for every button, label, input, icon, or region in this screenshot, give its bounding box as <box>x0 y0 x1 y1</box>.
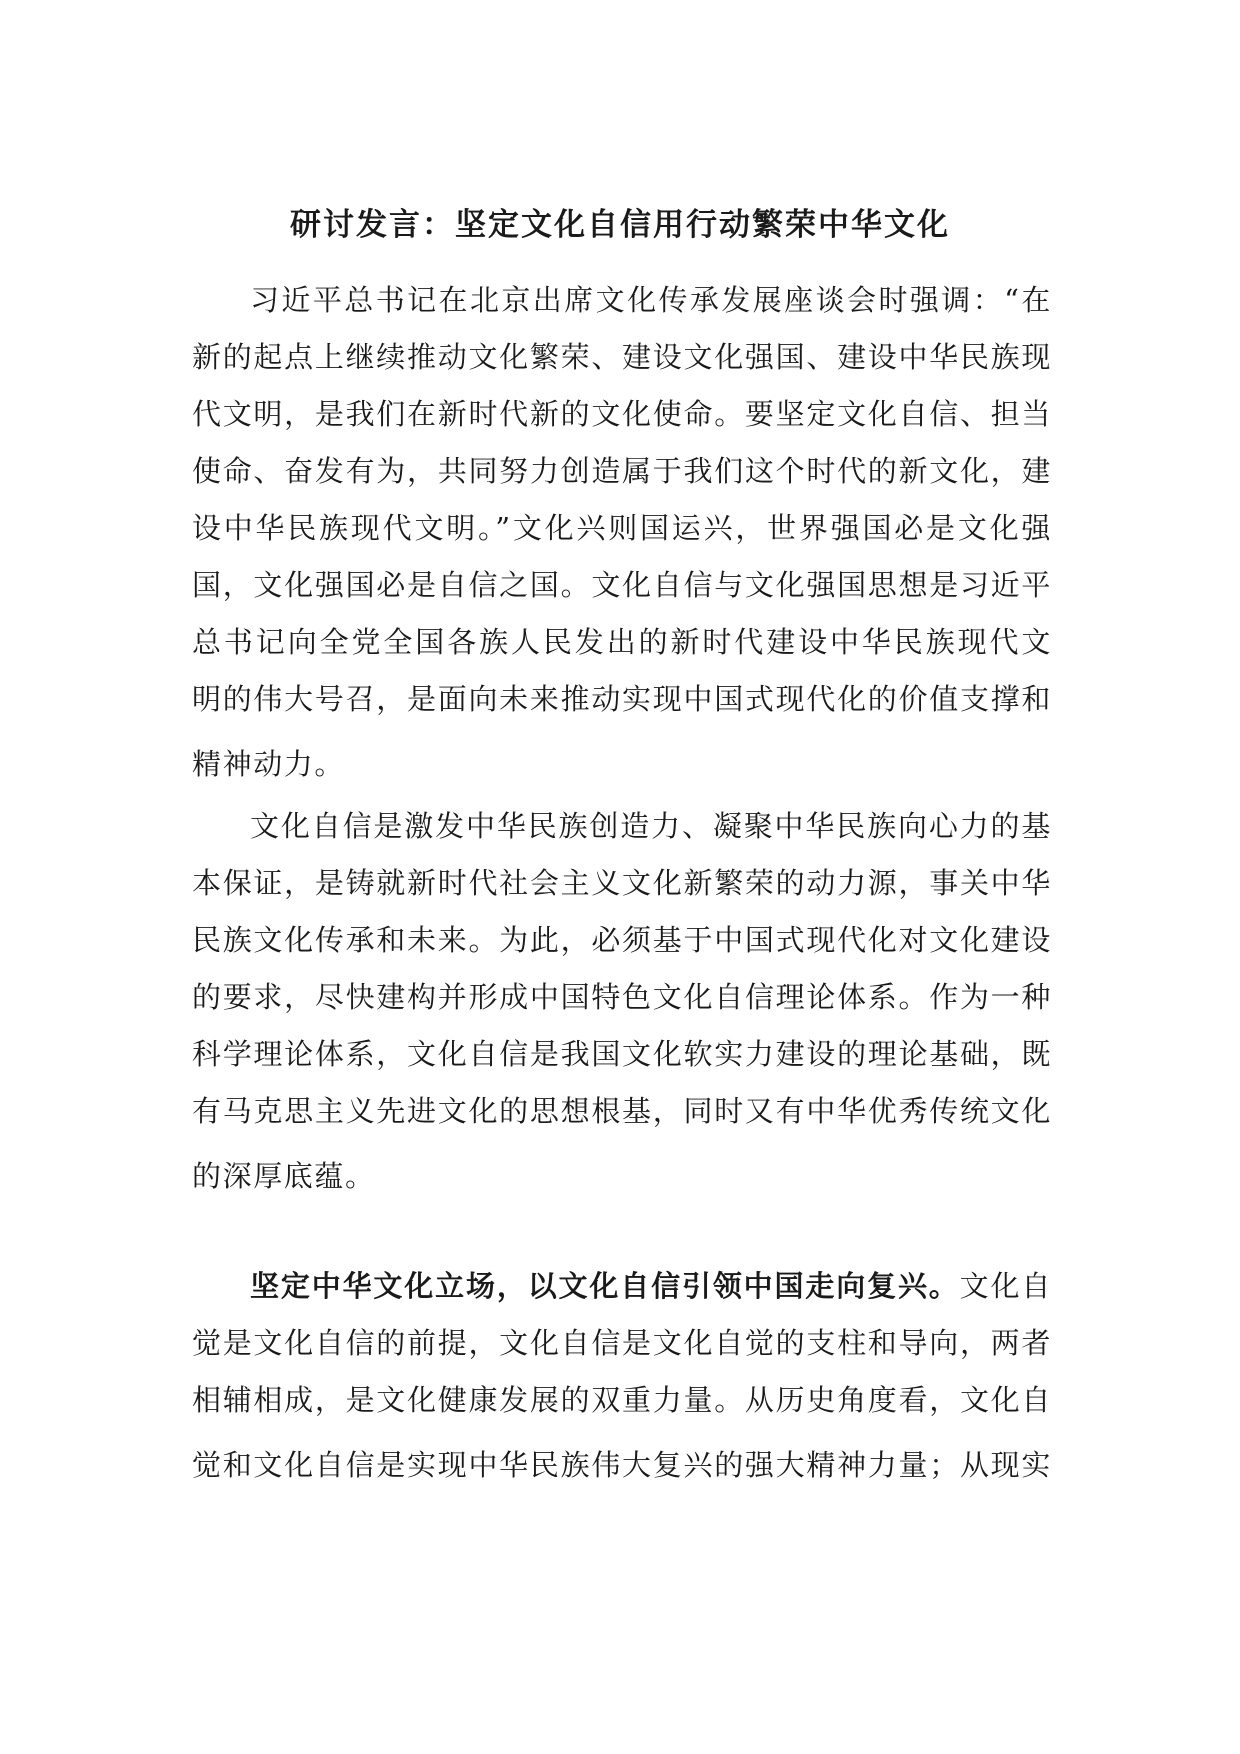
paragraph-3 <box>192 1258 1052 1494</box>
paragraph-line: 习近平总书记在北京出席文化传承发展座谈会时强调：“在 <box>250 283 1052 317</box>
paragraph-line: 的深厚底蕴。 <box>192 1159 376 1193</box>
paragraph-line: 相辅相成，是文化健康发展的双重力量。从历史角度看，文化自 <box>192 1383 1052 1417</box>
paragraph-line: 新的起点上继续推动文化繁荣、建设文化强国、建设中华民族现 <box>192 340 1052 374</box>
paragraph-line: 精神动力。 <box>192 747 346 781</box>
paragraph-line: 代文明，是我们在新时代新的文化使命。要坚定文化自信、担当 <box>192 397 1052 431</box>
document-title: 研讨发言：坚定文化自信用行动繁荣中华文化 <box>290 207 950 243</box>
paragraph-line: 科学理论体系，文化自信是我国文化软实力建设的理论基础，既 <box>192 1037 1052 1071</box>
paragraph-line: 的要求，尽快建构并形成中国特色文化自信理论体系。作为一种 <box>192 980 1052 1014</box>
paragraph-1 <box>192 272 1052 793</box>
paragraph-line: 文化自信是激发中华民族创造力、凝聚中华民族向心力的基 <box>250 809 1052 843</box>
paragraph-line: 民族文化传承和未来。为此，必须基于中国式现代化对文化建设 <box>192 923 1052 957</box>
paragraph-2 <box>192 798 1052 1205</box>
paragraph-line: 总书记向全党全国各族人民发出的新时代建设中华民族现代文 <box>192 625 1052 659</box>
paragraph-line: 本保证，是铸就新时代社会主义文化新繁荣的动力源，事关中华 <box>192 866 1052 900</box>
paragraph-line: 使命、奋发有为，共同努力创造属于我们这个时代的新文化，建 <box>192 454 1052 488</box>
paragraph-line: 明的伟大号召，是面向未来推动实现中国式现代化的价值支撑和 <box>192 682 1052 716</box>
paragraph-line: 觉是文化自信的前提，文化自信是文化自觉的支柱和导向，两者 <box>192 1326 1052 1360</box>
paragraph-line: 国，文化强国必是自信之国。文化自信与文化强国思想是习近平 <box>192 568 1052 602</box>
paragraph-lead-sentence: 坚定中华文化立场，以文化自信引领中国走向复兴。 <box>250 1269 960 1303</box>
paragraph-line: 设中华民族现代文明。”文化兴则国运兴，世界强国必是文化强 <box>192 511 1052 545</box>
paragraph-line-tail: 文化自 <box>959 1269 1052 1303</box>
paragraph-line: 有马克思主义先进文化的思想根基，同时又有中华优秀传统文化 <box>192 1094 1052 1128</box>
paragraph-line <box>192 1258 1052 1315</box>
paragraph-line: 觉和文化自信是实现中华民族伟大复兴的强大精神力量；从现实 <box>192 1448 1052 1482</box>
